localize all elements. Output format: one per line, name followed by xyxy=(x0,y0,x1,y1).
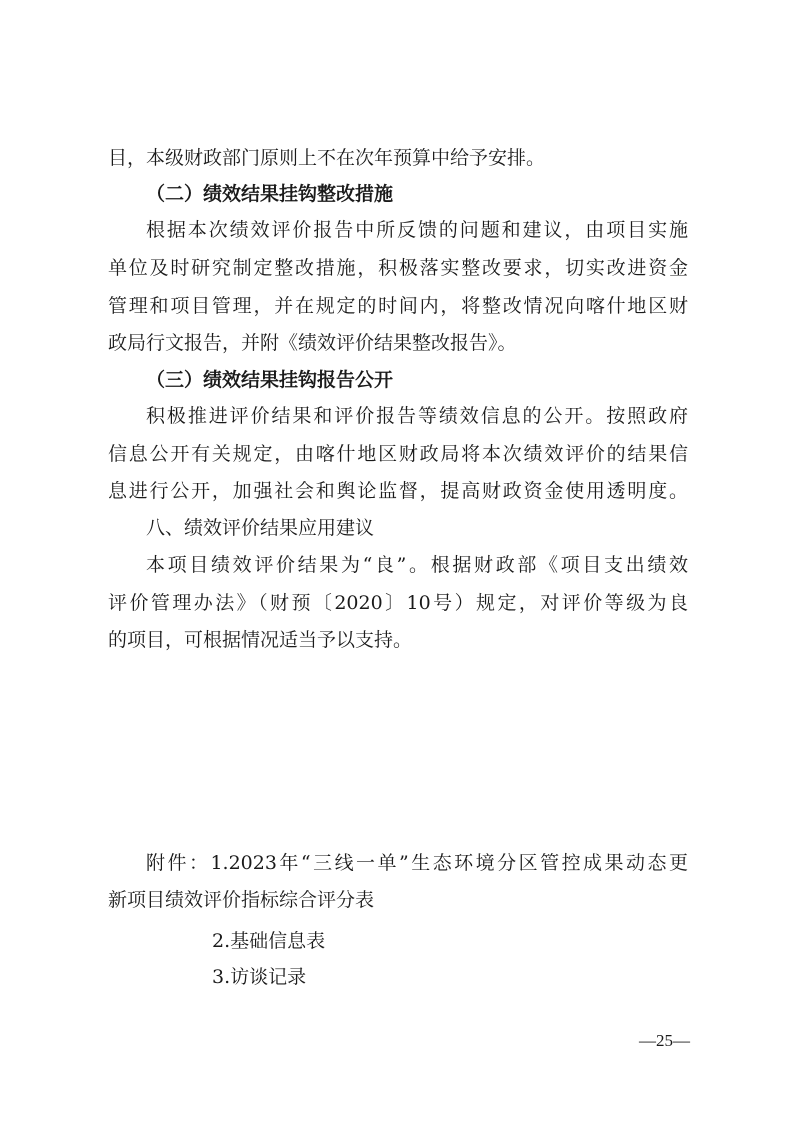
attachment-item: 2.基础信息表 xyxy=(212,930,326,952)
attachment-item: 3.访谈记录 xyxy=(212,966,307,988)
section-heading-8: 八、绩效评价结果应用建议 xyxy=(146,517,375,539)
paragraph-line: 管理和项目管理，并在规定的时间内，将整改情况向喀什地区财 xyxy=(108,295,688,317)
paragraph-line: 本项目绩效评价结果为“良”。根据财政部《项目支出绩效 xyxy=(146,554,688,576)
paragraph-line: 目，本级财政部门原则上不在次年预算中给予安排。 xyxy=(108,147,546,169)
paragraph-line: 息进行公开，加强社会和舆论监督，提高财政资金使用透明度。 xyxy=(108,480,688,502)
paragraph-line: 积极推进评价结果和评价报告等绩效信息的公开。按照政府 xyxy=(146,405,688,427)
attachment-line: 新项目绩效评价指标综合评分表 xyxy=(108,889,375,911)
paragraph-line: 政局行文报告，并附《绩效评价结果整改报告》。 xyxy=(108,332,517,354)
paragraph-line: 根据本次绩效评价报告中所反馈的问题和建议，由项目实施 xyxy=(146,219,688,241)
paragraph-line: 单位及时研究制定整改措施，积极落实整改要求，切实改进资金 xyxy=(108,257,688,279)
section-heading-3: （三）绩效结果挂钩报告公开 xyxy=(146,369,394,391)
page-number: —25— xyxy=(639,1031,690,1050)
paragraph-line: 的项目，可根据情况适当予以支持。 xyxy=(108,629,413,651)
paragraph-line: 评价管理办法》（财预〔2020〕10号）规定，对评价等级为良 xyxy=(108,592,688,614)
attachment-line: 附件：1.2023年“三线一单”生态环境分区管控成果动态更 xyxy=(146,852,688,874)
section-heading-2: （二）绩效结果挂钩整改措施 xyxy=(146,183,394,205)
paragraph-line: 信息公开有关规定，由喀什地区财政局将本次绩效评价的结果信 xyxy=(108,443,688,465)
